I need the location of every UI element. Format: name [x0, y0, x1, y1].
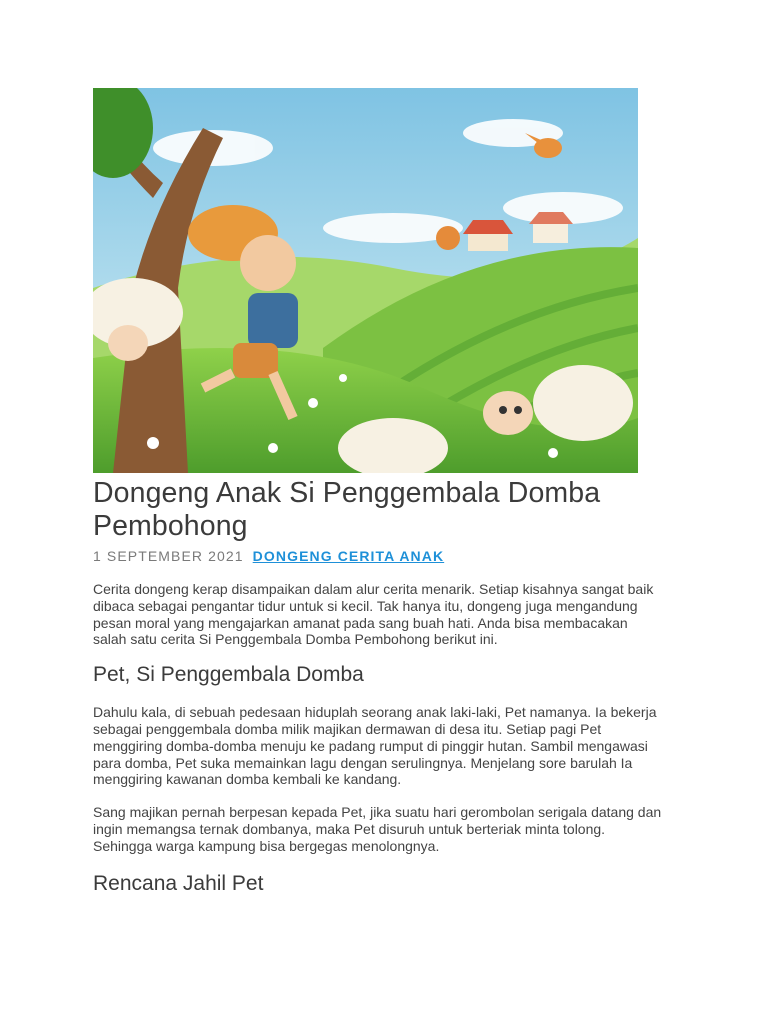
article-meta: [93, 547, 669, 565]
article: [93, 88, 669, 897]
section-heading-1: Pet, Si Penggembala Domba: [93, 663, 364, 687]
intro-paragraph: Cerita dongeng kerap disampaikan dalam alur cerita menarik. Setiap kisahnya sangat baik dibaca sebagai pengantar tidur untuk si kecil. Tak hanya itu, dongeng juga mengandung pesan moral yang mengajarkan amanat pada sang buah hati. Anda bisa membacakan salah satu cerita Si Penggembala Domba Pembohong berikut ini.: [93, 581, 654, 648]
section1-paragraph-1: Dahulu kala, di sebuah pedesaan hiduplah seorang anak laki-laki, Pet namanya. Ia bekerja sebagai penggembala domba milik majikan dermawan di desa itu. Setiap pagi Pet menggiring domba-domba menuju ke padang rumput di pinggir hutan. Sambil mengawasi para domba, Pet suka memainkan lagu dengan serulingnya. Menjelang sore barulah Ia menggiring kawanan domba kembali ke kandang.: [93, 704, 657, 788]
section-heading-2: Rencana Jahil Pet: [93, 871, 264, 895]
hero-illustration: [93, 88, 638, 473]
article-date: 1 SEPTEMBER 2021: [93, 548, 244, 564]
article-title: Dongeng Anak Si Penggembala Domba Pembohong: [93, 477, 601, 542]
section1-paragraph-2: Sang majikan pernah berpesan kepada Pet, jika suatu hari gerombolan serigala datang dan ingin memangsa ternak dombanya, maka Pet disuruh untuk berteriak minta tolong. Sehingga warga kampung bisa bergegas menolongnya.: [93, 804, 662, 854]
category-link[interactable]: DONGENG CERITA ANAK: [252, 548, 445, 564]
